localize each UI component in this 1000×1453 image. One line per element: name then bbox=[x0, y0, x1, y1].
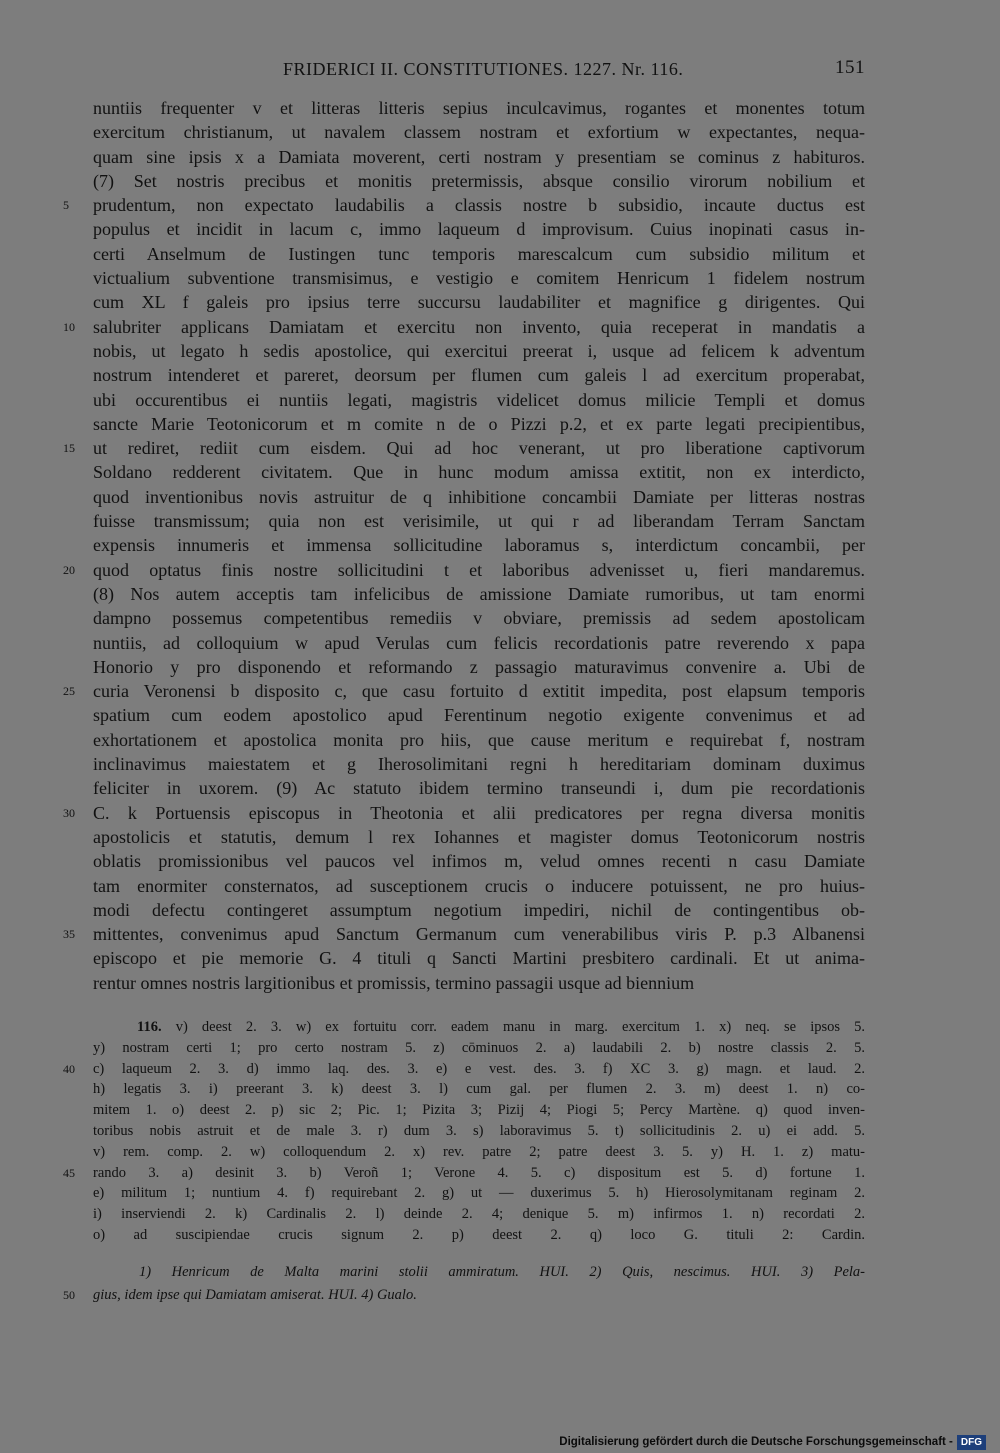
line-text: v) rem. comp. 2. w) colloquendum 2. x) rev. patre 2; patre deest 3. 5. y) H. 1. z) matu- bbox=[93, 1143, 865, 1160]
text-line bbox=[93, 266, 865, 290]
text-line bbox=[93, 339, 865, 363]
line-text: (7) Set nostris precibus et monitis pretermissis, absque consilio virorum nobilium et bbox=[93, 170, 865, 191]
text-line bbox=[93, 825, 865, 849]
line-text: feliciter in uxorem. (9) Ac statuto ibidem termino transeundi i, dum pie recordationis bbox=[93, 778, 865, 799]
line-text: h) legatis 3. i) preerant 3. k) deest 3. l) cum gal. per flumen 2. 3. m) deest 1. n) co- bbox=[93, 1081, 865, 1098]
line-text: C. k Portuensis episcopus in Theotonia et alii predicatores per regna diversa monitis bbox=[93, 802, 865, 823]
page-header bbox=[93, 55, 865, 85]
line-number: 20 bbox=[63, 562, 75, 577]
text-line bbox=[93, 606, 865, 630]
apparatus-line bbox=[93, 1100, 865, 1121]
text-line bbox=[93, 388, 865, 412]
line-text: populus et incidit in lacum c, immo laqueum d improvisum. Cuius inopinati casus in- bbox=[93, 219, 865, 240]
line-text: tam enormiter consternatos, ad susceptionem crucis o inducere potuissent, ne pro huius- bbox=[93, 875, 865, 896]
apparatus-number: 116. bbox=[137, 1019, 162, 1035]
text-line bbox=[63, 558, 865, 582]
line-text: curia Veronensi b disposito c, que casu fortuito d extitit impedita, post elapsum temporis bbox=[93, 681, 865, 702]
text-line bbox=[93, 290, 865, 314]
line-number: 5 bbox=[63, 198, 69, 213]
apparatus-line bbox=[93, 1038, 865, 1059]
apparatus-line bbox=[63, 1163, 865, 1184]
line-text: o) ad suscipiendae crucis signum 2. p) deest 2. q) loco G. tituli 2: Cardin. bbox=[93, 1226, 865, 1243]
note-line bbox=[63, 1284, 865, 1307]
text-line bbox=[93, 971, 865, 995]
text-line bbox=[93, 412, 865, 436]
line-text: expensis innumeris et immensa sollicitudine laboramus s, interdictum concambii, per bbox=[93, 535, 865, 556]
text-line bbox=[93, 363, 865, 387]
line-number: 15 bbox=[63, 441, 75, 456]
text-line bbox=[93, 849, 865, 873]
text-line bbox=[93, 145, 865, 169]
text-line bbox=[93, 898, 865, 922]
text-line bbox=[93, 242, 865, 266]
credit-text: Digitalisierung gefördert durch die Deutsche Forschungsgemeinschaft - bbox=[559, 1436, 953, 1448]
line-number: 25 bbox=[63, 684, 75, 699]
text-line bbox=[63, 801, 865, 825]
text-line bbox=[93, 509, 865, 533]
text-line bbox=[93, 169, 865, 193]
apparatus-line bbox=[93, 1079, 865, 1100]
text-line bbox=[63, 436, 865, 460]
line-number: 10 bbox=[63, 319, 75, 334]
digitization-credit bbox=[559, 1434, 986, 1450]
line-text: Soldano redderent civitatem. Que in hunc modum amissa extitit, non ex interdicto, bbox=[93, 462, 865, 483]
line-number: 50 bbox=[63, 1288, 75, 1302]
line-text: y) nostram certi 1; pro certo nostram 5. z) cōminuos 2. a) laudabili 2. b) nostre classis 2. 5. bbox=[93, 1039, 865, 1056]
line-text: spatium cum eodem apostolico apud Ferentinum negotio exigente convenimus et ad bbox=[93, 705, 865, 726]
apparatus-line-text: v) deest 2. 3. w) ex fortuitu corr. eadem manu in marg. exercitum 1. x) neq. se ipsos 5. bbox=[175, 1019, 866, 1035]
line-number: 40 bbox=[63, 1061, 75, 1076]
text-line bbox=[63, 679, 865, 703]
text-line bbox=[93, 96, 865, 120]
line-text: gius, idem ipse qui Damiatam amiserat. HUI. 4) Gualo. bbox=[93, 1287, 417, 1303]
line-number: 35 bbox=[63, 927, 75, 942]
line-text: dampno possemus competentibus remediis v obviare, premissis ad sedem apostolicam bbox=[93, 608, 865, 629]
line-text: apostolicis et statutis, demum l rex Iohannes et magister domus Teotonicorum nostris bbox=[93, 826, 865, 847]
text-line bbox=[93, 946, 865, 970]
line-text: nobis, ut legato h sedis apostolice, qui exercitui preerat i, usque ad felicem k adventum bbox=[93, 340, 865, 361]
line-text: nostrum intenderet et pareret, deorsum per flumen cum galeis l ad exercitum properabat, bbox=[93, 365, 865, 386]
line-text: salubriter applicans Damiatam et exercitu non invento, quia receperat in mandatis a bbox=[93, 316, 865, 337]
line-text: rentur omnes nostris largitionibus et promissis, termino passagii usque ad biennium bbox=[93, 972, 695, 993]
line-text: certi Anselmum de Iustingen tunc temporis marescalcum cum subsidio militum et bbox=[93, 243, 865, 264]
line-text: quod inventionibus novis astruitur de q inhibitione concambii Damiate per litteras nostras bbox=[93, 486, 865, 507]
apparatus-line bbox=[93, 1183, 865, 1204]
apparatus-line bbox=[93, 1142, 865, 1163]
apparatus-line bbox=[93, 1204, 865, 1225]
line-text: (8) Nos autem acceptis tam infelicibus de amissione Damiate rumoribus, ut tam enormi bbox=[93, 583, 865, 604]
line-text: quod optatus finis nostre sollicitudini t et laboribus advenisset u, fieri mandaremus. bbox=[93, 559, 865, 580]
apparatus-line bbox=[93, 1017, 865, 1038]
text-line bbox=[93, 460, 865, 484]
text-line bbox=[93, 655, 865, 679]
line-text: 1) Henricum de Malta marini stolii ammiratum. HUI. 2) Quis, nescimus. HUI. 3) Pela- bbox=[139, 1264, 865, 1280]
apparatus-line bbox=[63, 1059, 865, 1080]
text-line bbox=[93, 485, 865, 509]
line-text: mittentes, convenimus apud Sanctum Germanum cum venerabilibus viris P. p.3 Albanensi bbox=[93, 924, 865, 945]
apparatus-line bbox=[93, 1225, 865, 1246]
text-line bbox=[93, 776, 865, 800]
main-text bbox=[63, 96, 865, 995]
line-text: rando 3. a) desinit 3. b) Veroñ 1; Verone 4. 5. c) dispositum est 5. d) fortune 1. bbox=[93, 1164, 865, 1181]
dfg-logo-icon: DFG bbox=[957, 1435, 986, 1450]
line-number: 30 bbox=[63, 805, 75, 820]
line-text: quam sine ipsis x a Damiata moverent, certi nostram y presentiam se cominus z habituros. bbox=[93, 146, 865, 167]
line-text: sancte Marie Teotonicorum et m comite n de o Pizzi p.2, et ex parte legati precipientibus, bbox=[93, 413, 865, 434]
line-text: cum XL f galeis pro ipsius terre succursu laudabiliter et magnifice g dirigentes. Qui bbox=[93, 292, 865, 313]
running-title: FRIDERICI II. CONSTITUTIONES. 1227. Nr. 116. bbox=[283, 59, 684, 79]
line-text: oblatis promissionibus vel paucos vel infimos m, velud omnes recenti n casu Damiate bbox=[93, 851, 865, 872]
line-text: nuntiis, ad colloquium w apud Verulas cum felicis recordationis patre reverendo x papa bbox=[93, 632, 865, 653]
line-text: episcopo et pie memorie G. 4 tituli q Sancti Martini presbitero cardinali. Et ut anima- bbox=[93, 948, 865, 969]
text-line bbox=[93, 631, 865, 655]
critical-apparatus bbox=[63, 1017, 866, 1246]
line-text: exhortationem et apostolica monita pro hiis, que cause meritum e requirebat f, nostram bbox=[93, 729, 865, 750]
line-text: modi defectu contingeret assumptum negotium impediri, nichil de contingentibus ob- bbox=[93, 899, 865, 920]
line-text: ubi occurentibus ei nuntiis legati, magistris videlicet domus milicie Templi et domus bbox=[93, 389, 865, 410]
text-line bbox=[93, 874, 865, 898]
line-text: i) inserviendi 2. k) Cardinalis 2. l) deinde 2. 4; denique 5. m) infirmos 1. n) recordati 2. bbox=[93, 1206, 865, 1223]
text-line bbox=[63, 315, 865, 339]
line-text: mitem 1. o) deest 2. p) sic 2; Pic. 1; Pizita 3; Pizij 4; Piogi 5; Percy Martène. q) quod inven- bbox=[93, 1102, 865, 1119]
apparatus-line bbox=[93, 1121, 865, 1142]
text-line bbox=[93, 533, 865, 557]
line-text: e) militum 1; nuntium 4. f) requirebant 2. g) ut — duxerimus 5. h) Hierosolymitanam reginam 2. bbox=[93, 1185, 865, 1202]
line-text: prudentum, non expectato laudabilis a classis nostre b subsidio, incaute ductus est bbox=[93, 195, 865, 216]
line-text: toribus nobis astruit et de male 3. r) dum 3. s) laboravimus 5. t) sollicitudinis 2. u) ei add. 5. bbox=[93, 1122, 865, 1139]
text-line bbox=[93, 582, 865, 606]
line-text: inclinavimus maiestatem et g Iherosolimitani regni h hereditariam dominam duximus bbox=[93, 754, 865, 775]
text-line bbox=[63, 193, 865, 217]
page-number: 151 bbox=[835, 57, 865, 78]
line-text: c) laqueum 2. 3. d) immo laq. des. 3. e) e vest. des. 3. f) XC 3. g) magn. et laud. 2. bbox=[93, 1060, 865, 1077]
text-line bbox=[93, 703, 865, 727]
text-line bbox=[93, 217, 865, 241]
line-text: Honorio y pro disponendo et reformando z passagio maturavimus convenire a. Ubi de bbox=[93, 656, 865, 677]
line-text: ut rediret, rediit cum eisdem. Qui ad hoc venerant, ut pro liberatione captivorum bbox=[93, 438, 865, 459]
historical-notes bbox=[63, 1261, 865, 1307]
text-line bbox=[93, 728, 865, 752]
text-line bbox=[93, 752, 865, 776]
text-line bbox=[93, 120, 865, 144]
line-text: nuntiis frequenter v et litteras litteris sepius inculcavimus, rogantes et monentes totum bbox=[93, 98, 865, 118]
line-text: victualium subventione transmisimus, e vestigio e comitem Henricum 1 fidelem nostrum bbox=[93, 268, 865, 289]
line-text: exercitum christianum, ut navalem classem nostram et exfortium w expectantes, nequa- bbox=[93, 122, 865, 143]
line-text: fuisse transmissum; quia non est verisimile, ut qui r ad liberandam Terram Sanctam bbox=[93, 511, 865, 532]
line-number: 45 bbox=[63, 1165, 75, 1180]
text-line bbox=[63, 922, 865, 946]
note-line bbox=[93, 1261, 865, 1284]
